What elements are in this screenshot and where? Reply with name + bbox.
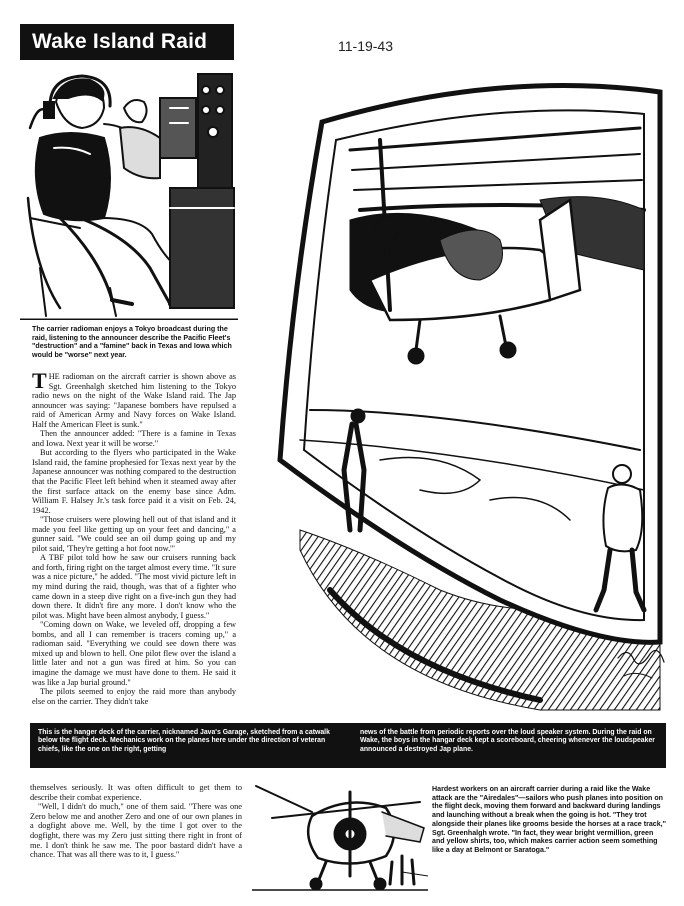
- article-paragraph: themselves seriously. It was often difficult to get them to describe their combat experience.: [30, 783, 242, 802]
- article-text: [32, 368, 236, 706]
- article-paragraph-text: HE radioman on the aircraft carrier is shown above as Sgt. Greenhalgh sketched him listening to the Tokyo radio news on the night of the Wake Island raid. The Jap announcer was saying: "Japanese bombers have repulsed a raid of American Army and Navy forces on Wake Island. Half the American Fleet is sunk.": [32, 372, 236, 429]
- date-annotation: 11-19-43: [338, 38, 394, 54]
- airedales-caption: Hardest workers on an aircraft carrier during a raid like the Wake attack are the "Airedales"—sailors who push planes into position on the flight deck, moving them forward and backward during landings and launching without a break when the going is hot. "They trot alongside their planes like grooms beside the horses at a race track," Sgt. Greenhalgh wrote. "In fact, they wear bright vermillion, green and yellow shirts, too, which makes carrier action seem something like a day at Belmont or Saratoga.": [432, 785, 666, 854]
- hangar-deck-illustration: [240, 30, 670, 720]
- article-paragraph: A TBF pilot told how he saw our cruisers running back and forth, firing right on the target almost every time. "It sure was a nice picture," he added. "The most vivid picture left in my mind during the raid, though, was that of a fighter who came down in a steep dive right on a five-inch gun they had down there. It didn't fire any more. I don't know who the pilot was. Might have been almost anybody, I guess.": [32, 553, 236, 620]
- page-title: Wake Island Raid: [20, 24, 234, 60]
- hangar-caption-left: This is the hanger deck of the carrier, nicknamed Java's Garage, sketched from a catwalk below the flight deck. Mechanics work on the planes here under the direction of veteran chiefs, like the one on the right, getting: [38, 729, 330, 753]
- hangar-caption-banner: [30, 723, 666, 768]
- article-paragraph: "Those cruisers were plowing hell out of that island and it made you feel like getting up on your feet and dancing," a gunner said. "We could see an oil dump going up and my pilot said, 'They're getting a hot foot now.'": [32, 515, 236, 553]
- airedales-illustration: [252, 772, 428, 894]
- article-paragraph: [32, 368, 236, 429]
- drop-cap: T: [32, 368, 47, 393]
- article-paragraph: The pilots seemed to enjoy the raid more than anybody else on the carrier. They didn't take: [32, 687, 236, 706]
- article-continuation: [30, 783, 242, 860]
- article-paragraph: But according to the flyers who participated in the Wake Island raid, the famine prophesied for Texas next year by the Japanese announcer was nothing compared to the destruction that the Pacific Fleet left behind when it steamed away after the first surface attack on the enemy base since Adm. William F. Halsey Jr.'s task force paid it a visit on Feb. 24, 1942.: [32, 448, 236, 515]
- radioman-illustration: [20, 68, 238, 320]
- radioman-caption: The carrier radioman enjoys a Tokyo broadcast during the raid, listening to the announcer describe the Pacific Fleet's "destruction" and a "famine" back in Texas and Iowa which would be "worse" next year.: [32, 325, 232, 359]
- hangar-caption-right: news of the battle from periodic reports over the loud speaker system. During the raid on Wake, the boys in the hangar deck kept a scoreboard, cheering whenever the loudspeaker announced a destroyed Jap plane.: [360, 729, 655, 753]
- article-paragraph: "Well, I didn't do much," one of them said. "There was one Zero below me and another Zero and one of our own planes in a dogfight above me. Well, by the time I got over to the dogfight, there was my Zero just sitting there right in front of me. I don't think he saw me. The poor bastard didn't have a chance. That was all there was to it, I guess.": [30, 802, 242, 860]
- article-paragraph: Then the announcer added: "There is a famine in Texas and Iowa. Next year it will be worse.": [32, 429, 236, 448]
- article-paragraph: "Coming down on Wake, we leveled off, dropping a few bombs, and all I can remember is tracers coming up," a radioman said. "Everything we could see down there was mixed up and blown to hell. One pilot flew over the island a little later and not a gun was fired at him. So you can imagine the damage we must have done to them. He said it was like a Jap burial ground.": [32, 620, 236, 687]
